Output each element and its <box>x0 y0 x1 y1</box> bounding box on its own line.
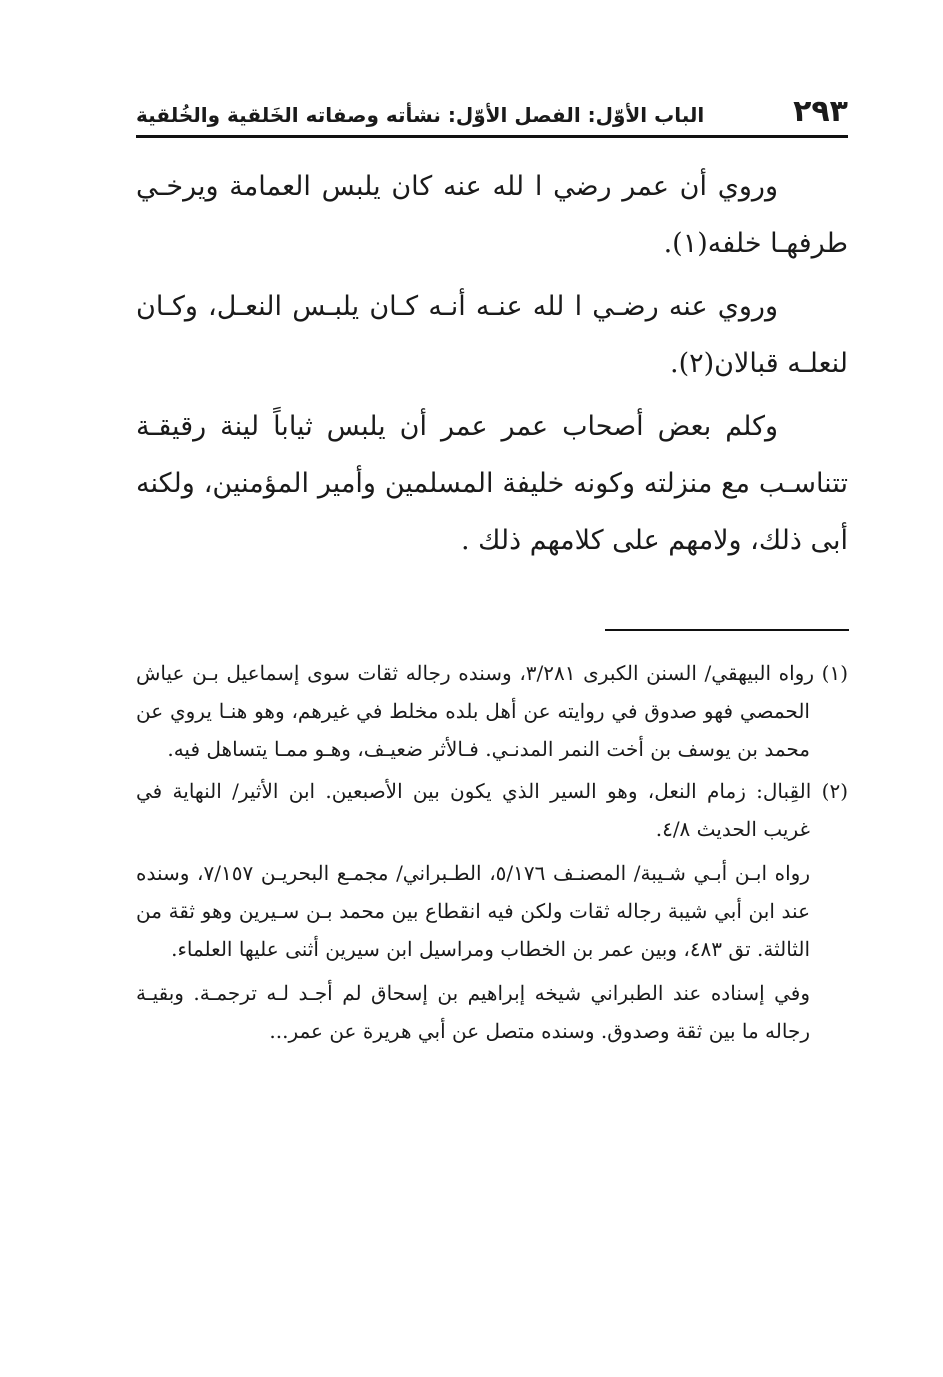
paragraph-sandals: وروي عنه رضـي ا لله عنـه أنـه كـان يلبـس النعـل، وكـان لنعلـه قبالان(٢). <box>136 291 848 379</box>
footnote-2: (٢) القِبال: زمام النعل، وهو السير الذي يكون بين الأصبعين. ابن الأثير/ النهاية في غريب الحديث ٤/٨. <box>136 779 848 841</box>
header-rule <box>136 135 848 138</box>
footnote-2-sources: رواه ابـن أبـي شـيبة/ المصنـف ٥/١٧٦، الطـبراني/ مجمـع البحريـن ٧/١٥٧، وسنده عند ابن أبي شيبة رجاله ثقات ولكن فيه انقطاع بين محمد بـن سـيرين وهو ثقة من الثالثة. تق ٤٨٣، وبين عمر بن الخطاب ومراسيل ابن سيرين أثنى عليها العلماء. <box>136 861 811 961</box>
page-number: ٢٩٣ <box>793 94 848 129</box>
main-text <box>136 158 848 575</box>
paragraph-soft-clothes: وكلم بعض أصحاب عمر عمر أن يلبس ثياباً لينة رقيقـة تتناسـب مع منزلته وكونه خليفة المسلمين وأمير المؤمنين، ولكنه أبى ذلك، ولامهم على كلامهم ذلك . <box>136 411 848 556</box>
footnote-1: (١) رواه البيهقي/ السنن الكبرى ٣/٢٨١، وسنده رجاله ثقات سوى إسماعيل بـن عياش الحمصي فهو صدوق في روايته عن أهل بلده مخلط في غيرهم، وهو هنـا يروي عن محمد بن يوسف بن أخت النمر المدنـي. فـالأثر ضعيـف، وهـو ممـا يتساهل فيه. <box>136 661 848 761</box>
running-title: الباب الأوّل: الفصل الأوّل: نشأته وصفاته الخَلقية والخُلقية <box>136 103 705 127</box>
page-header <box>136 92 848 140</box>
footnotes <box>136 654 848 1054</box>
footnote-2-isnad: وفي إسناده عند الطبراني شيخه إبراهيم بن إسحاق لم أجـد لـه ترجمـة. وبقيـة رجاله ما بين ثقة وصدوق. وسنده متصل عن أبي هريرة عن عمر... <box>136 981 810 1043</box>
footnote-separator <box>605 629 849 631</box>
paragraph-turban: وروي أن عمر رضي ا لله عنه كان يلبس العمامة ويرخـي طرفهـا خلفه(١). <box>136 171 848 259</box>
